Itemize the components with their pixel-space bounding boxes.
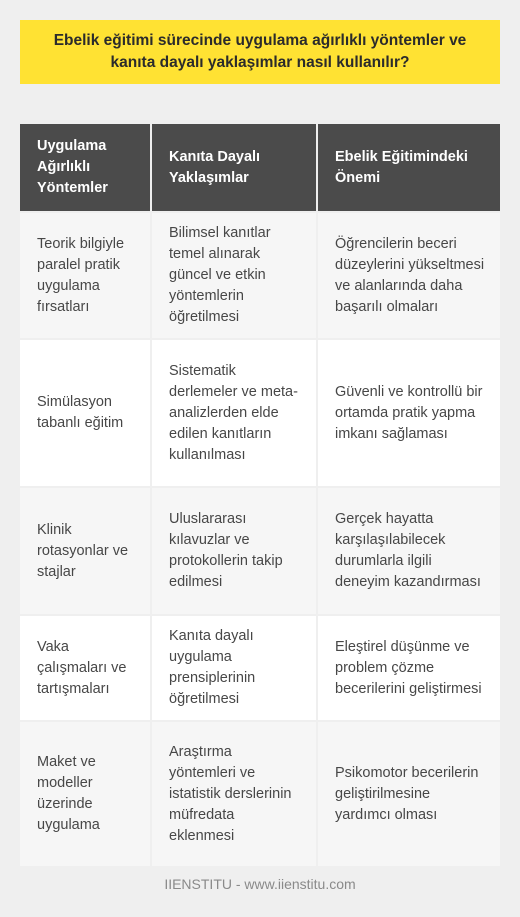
table-row bbox=[20, 487, 500, 615]
table-row bbox=[20, 721, 500, 866]
header-cell: Ebelik Eğitimindeki Önemi bbox=[317, 124, 500, 212]
table-cell: Uluslararası kılavuzlar ve protokollerin takip edilmesi bbox=[151, 487, 317, 615]
table-cell: Güvenli ve kontrollü bir ortamda pratik yapma imkanı sağlaması bbox=[317, 339, 500, 487]
table-cell: Klinik rotasyonlar ve stajlar bbox=[20, 487, 151, 615]
table-cell: Vaka çalışmaları ve tartışmaları bbox=[20, 615, 151, 721]
table-cell: Teorik bilgiyle paralel pratik uygulama fırsatları bbox=[20, 212, 151, 339]
table-cell: Eleştirel düşünme ve problem çözme becerilerini geliştirmesi bbox=[317, 615, 500, 721]
table-row bbox=[20, 339, 500, 487]
table-cell: Öğrencilerin beceri düzeylerini yükseltmesi ve alanlarında daha başarılı olmaları bbox=[317, 212, 500, 339]
header-cell: Kanıta Dayalı Yaklaşımlar bbox=[151, 124, 317, 212]
page-title: Ebelik eğitimi sürecinde uygulama ağırlıklı yöntemler ve kanıta dayalı yaklaşımlar nasıl kullanılır? bbox=[20, 20, 500, 84]
footer-credit: IIENSTITU - www.iienstitu.com bbox=[164, 876, 356, 892]
table-cell: Psikomotor becerilerin geliştirilmesine yardımcı olması bbox=[317, 721, 500, 866]
table-cell: Araştırma yöntemleri ve istatistik derslerinin müfredata eklenmesi bbox=[151, 721, 317, 866]
header-cell: Uygulama Ağırlıklı Yöntemler bbox=[20, 124, 151, 212]
comparison-table bbox=[20, 124, 500, 866]
table-cell: Simülasyon tabanlı eğitim bbox=[20, 339, 151, 487]
table-cell: Maket ve modeller üzerinde uygulama bbox=[20, 721, 151, 866]
table-cell: Gerçek hayatta karşılaşılabilecek durumlarla ilgili deneyim kazandırması bbox=[317, 487, 500, 615]
table-cell: Kanıta dayalı uygulama prensiplerinin öğretilmesi bbox=[151, 615, 317, 721]
table-header bbox=[20, 124, 500, 212]
table-cell: Sistematik derlemeler ve meta-analizlerden elde edilen kanıtların kullanılması bbox=[151, 339, 317, 487]
table-cell: Bilimsel kanıtlar temel alınarak güncel ve etkin yöntemlerin öğretilmesi bbox=[151, 212, 317, 339]
table-row bbox=[20, 615, 500, 721]
table-row bbox=[20, 212, 500, 339]
